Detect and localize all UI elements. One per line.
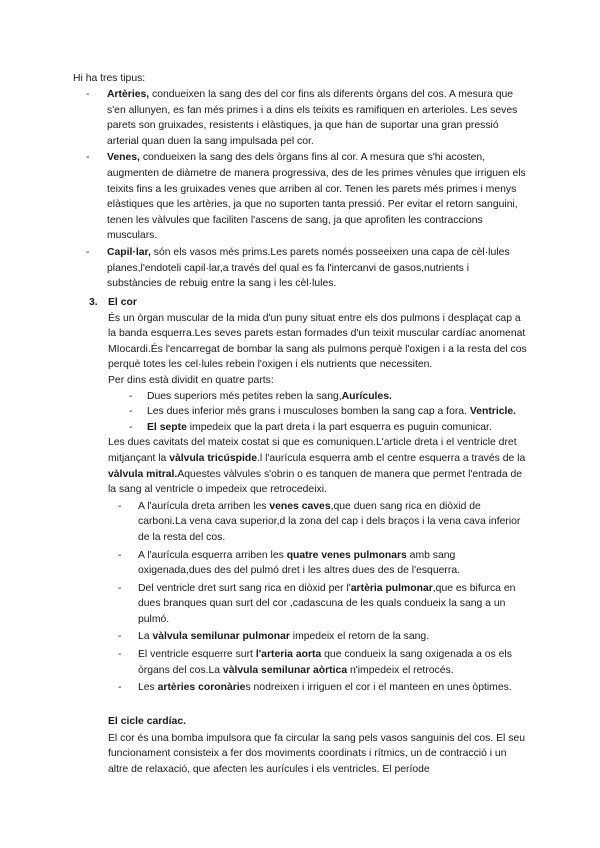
list-item-text: condueixen la sang des del cor fins als diferents òrgans del cos. A mesura que s'en allunyen, es fan més primes i a dins els teixits es ramifiquen en arterioles. Les seves parets son gruixades, resistents i elàstiques, ja que han de suportar una gran pressió arterial quan duen la sang impulsada pel cor. bbox=[107, 89, 518, 147]
list-item bbox=[118, 629, 529, 645]
bold-term: vàlvula semilunar aòrtica bbox=[222, 664, 348, 676]
list-item-text: Les dues inferior més grans i musculoses bomben la sang cap a fora. bbox=[147, 406, 470, 418]
list-item-text: impedeix que la part dreta i la part esquerra es puguin comunicar. bbox=[186, 421, 492, 433]
text-run: Del ventricle dret surt sang rica en diòxid per l' bbox=[138, 582, 351, 594]
text-run: amb sang oxigenada,dues des del pulmó dret i les altres dues des de l'esquerra. bbox=[138, 549, 460, 577]
text-run: s nodreixen i irriguen el cor i el manteen en unes òptimes. bbox=[245, 682, 512, 694]
list-item-text: condueixen la sang des dels òrgans fins al cor. A mesura que s'hi acosten, augmenten de diàmetre de manera progressiva, des de les primes vènules que irriguen els teixits fins a les gruixades venes que arriben al cor. Tenen les parets més primes i menys elàstiques que les artèries, ja que no suporten tanta pressió. Per evitar el retorn sanguini, tenen les vàlvules que faciliten l'ascens de sang, ja que aprofiten les contraccions musculars. bbox=[107, 152, 526, 242]
list-item bbox=[118, 581, 529, 628]
term-auricles: Aurícules. bbox=[341, 390, 392, 402]
list-item bbox=[86, 150, 526, 244]
section-title: El cor bbox=[108, 297, 137, 308]
list-item bbox=[118, 647, 529, 678]
text-run: Les dues cavitats del mateix costat si que es comuniquen.L'article dreta i el ventricle dret mitjançant la bbox=[108, 437, 517, 464]
heart-paragraph: És un òrgan muscular de la mida d'un puny situat entre els dos pulmons i desplaçat cap a la banda esquerra.Les seves parets estan formades d'un teixit muscular cardíac anomenat MIocardi.És l'encarregat de bombar la sang als pulmons perquè l'oxigen i a la resta del cos perquè totes les cel·lules rebein l'oxigen i els nutrients que necessiten. bbox=[108, 312, 527, 371]
bold-term: quatre venes pulmonars bbox=[286, 549, 407, 561]
divided-line: Per dins està dividit en quatre parts: bbox=[108, 374, 274, 386]
bold-term: venes caves bbox=[269, 500, 331, 512]
cardiac-cycle-section bbox=[108, 714, 528, 777]
list-item bbox=[118, 680, 529, 696]
text-run: Les bbox=[138, 682, 158, 694]
text-run: El ventricle esquerre surt bbox=[138, 649, 256, 661]
term-ventricle: Ventricle. bbox=[469, 406, 517, 418]
term-capillaries: Capil·lar, bbox=[107, 246, 151, 258]
bold-term: l'arteria aorta bbox=[255, 649, 322, 661]
text-run: ,que duen sang rica en diòxid de carboni.La vena cava superior,d la zona del cap i dels braços i la vena cava inferior de la resta del cos. bbox=[138, 500, 521, 543]
section-body bbox=[89, 311, 529, 696]
list-item bbox=[129, 404, 529, 420]
list-item bbox=[118, 499, 529, 546]
bold-term: artèries coronàrie bbox=[157, 682, 246, 694]
cavities-paragraph bbox=[108, 435, 529, 497]
text-run: .l l'aurícula esquerra amb el centre esquerra a través de la bbox=[257, 452, 526, 464]
term-mitral: vàlvula mitral. bbox=[108, 468, 178, 480]
text-run: La bbox=[138, 631, 153, 643]
term-arteries: Artèries, bbox=[107, 89, 150, 100]
text-run: ,que es bifurca en dues branques quan surt del cor ,cadascuna de les quals condueix la sang a un pulmó. bbox=[138, 582, 516, 625]
circulation-list bbox=[108, 499, 529, 696]
list-item bbox=[86, 87, 526, 149]
text-run: A l'aurícula esquerra arriben les bbox=[138, 549, 287, 561]
section-heading bbox=[89, 295, 529, 311]
list-item-text: són els vasos més prims.Les parets només posseeixen una capa de cèl·lules planes,l'endoteli capil·lar,a través del qual es fa l'intercanvi de gasos,nutrients i substàncies de rebuig entre la sang i les cèl·lules. bbox=[107, 246, 510, 290]
text-run: A l'aurícula dreta arriben les bbox=[138, 500, 270, 512]
text-run: que condueix la sang oxigenada a os els òrgans del cos.La bbox=[138, 649, 512, 676]
intro-line: Hi ha tres tipus: bbox=[73, 73, 146, 84]
vessel-types-list bbox=[86, 87, 526, 293]
cycle-paragraph: El cor és una bomba impulsora que fa circular la sang pels vasos sanguinis del cos. El seu funcionament consisteix a fer dos moviments coordinats i rítmics, un de contracció i un altre de relaxació, que afecten les aurícules i els ventricles. El període bbox=[108, 732, 526, 775]
term-tricuspid: vàlvula tricúspide bbox=[169, 452, 257, 464]
list-item-text: Dues superiors més petites reben la sang, bbox=[147, 390, 342, 402]
section-number: 3. bbox=[89, 297, 98, 308]
text-run: Aquestes vàlvules s'obrin o es tanquen de manera que permet l'entrada de la sang al ventricle o impedeix que retrocedeixi. bbox=[108, 468, 523, 496]
heart-section bbox=[89, 295, 529, 698]
list-item bbox=[86, 245, 526, 292]
section-title: El cicle cardíac. bbox=[108, 716, 186, 727]
term-veins: Venes, bbox=[107, 152, 140, 164]
list-item bbox=[118, 548, 529, 579]
heart-parts-list bbox=[108, 389, 529, 436]
bold-term: artèria pulmonar bbox=[350, 582, 433, 594]
term-septum: El septe bbox=[147, 421, 187, 433]
text-run: impedeix el retorn de la sang. bbox=[289, 631, 430, 643]
list-item bbox=[129, 420, 529, 436]
text-run: n'impedeix el retrocés. bbox=[347, 664, 454, 676]
list-item bbox=[129, 389, 529, 405]
bold-term: vàlvula semilunar pulmonar bbox=[152, 631, 290, 643]
